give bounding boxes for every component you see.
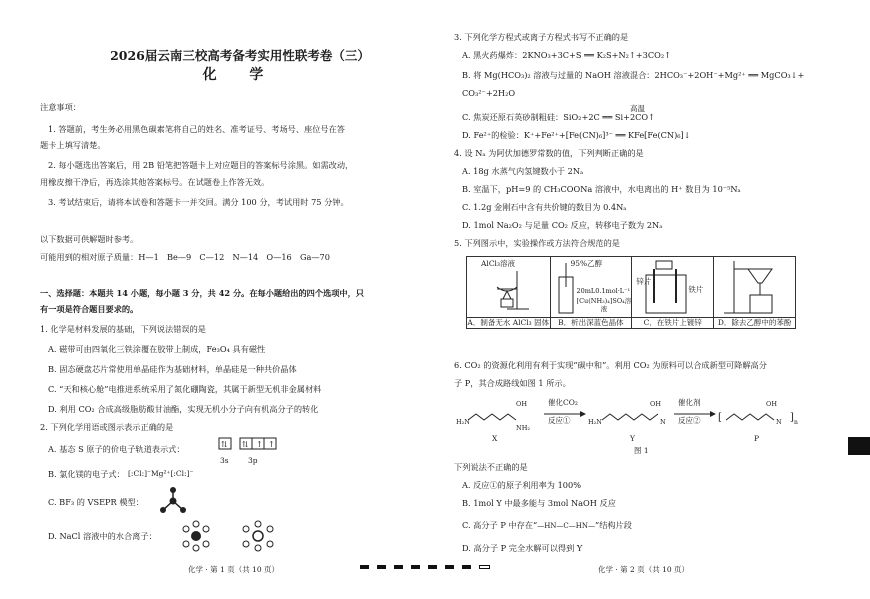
- q4-stem: 4. 设 Nₐ 为阿伏加德罗常数的值，下列判断正确的是: [454, 148, 644, 158]
- notice-line-3: 2. 每小题选出答案后，用 2B 铅笔把答题卡上对应题目的答案标号涂黑。如需改动，: [48, 160, 354, 170]
- notice-line-4: 用橡皮擦干净后，再选涂其他答案标号。在试题卷上作答无效。: [40, 177, 270, 187]
- notice-line-5: 3. 考试结束后，请将本试卷和答题卡一并交回。满分 100 分，考试用时 75 分钟。: [48, 197, 349, 207]
- figure-caption: 图 1: [634, 446, 649, 455]
- q2-option-b: B. 氯化镁的电子式：: [48, 469, 125, 479]
- fig-c-label-zn: 锌片: [636, 277, 652, 286]
- svg-text:OH: OH: [766, 400, 777, 408]
- section-heading-2: 有一项是符合题目要求的。: [40, 304, 139, 314]
- q5-stem: 5. 下列图示中，实验操作或方法符合规范的是: [454, 238, 620, 248]
- q6-stem-2: 子 P，其合成路线如图 1 所示。: [454, 378, 571, 388]
- step2-top: 催化剂: [678, 398, 701, 407]
- q6-option-a: A. 反应①的原子利用率为 100%: [462, 480, 582, 490]
- side-tab-marker: [848, 437, 870, 455]
- filtration-figure: [714, 257, 794, 317]
- svg-text:]: ]: [790, 412, 794, 423]
- fig-b-label-2: 20mL0.1mol·L⁻¹: [576, 287, 631, 295]
- q3-condition: 高温: [630, 104, 645, 113]
- q3-option-b-cont: CO₃²⁻+2H₂O: [462, 88, 516, 98]
- option-d-label: D．除去乙醇中的苯酚: [714, 318, 796, 329]
- notice-line-1: 1. 答题前，考生务必用黑色碳素笔将自己的姓名、准考证号、考场号、座位号在答: [48, 124, 345, 134]
- svg-text:⇅: ⇅: [221, 440, 228, 449]
- compound-p-label: P: [754, 434, 760, 443]
- svg-text:H₂N: H₂N: [456, 418, 470, 426]
- q3-stem: 3. 下列化学方程式或离子方程式书写不正确的是: [454, 32, 629, 42]
- option-b-label: B．析出深蓝色晶体: [550, 318, 632, 329]
- q3-option-d: D. Fe²⁺的检验：K⁺+Fe²⁺+[Fe(CN)₆]³⁻ ══ KFe[Fe(CN)₆]↓: [462, 130, 691, 140]
- svg-text:H₂N: H₂N: [588, 418, 602, 426]
- mark: [479, 565, 490, 569]
- option-a-label: A．制备无水 AlCl₃ 固体: [467, 318, 550, 327]
- q3-option-a: A. 黑火药爆炸：2KNO₃+3C+S ══ K₂S+N₂↑+3CO₂↑: [462, 50, 671, 60]
- svg-text:N: N: [776, 418, 782, 426]
- step1-bottom: 反应①: [548, 416, 571, 425]
- exam-title: 2026届云南三校高考备考实用性联考卷（三）: [110, 48, 370, 63]
- q6-option-c: [454, 520, 632, 531]
- notice-heading: 注意事项：: [40, 102, 81, 112]
- data-hint: 以下数据可供解题时参考。: [40, 234, 139, 244]
- q1-stem: 1. 化学是材料发展的基础，下列说法错误的是: [40, 324, 206, 334]
- mgcl2-electron-formula: [:Cl:]⁻Mg²⁺[:Cl:]⁻: [128, 469, 194, 478]
- q4-option-d: D. 1mol Na₂O₂ 与足量 CO₂ 反应，转移电子数为 2Nₐ: [462, 220, 663, 230]
- svg-text:⇅: ⇅: [242, 440, 249, 449]
- svg-text:↑: ↑: [256, 440, 263, 449]
- svg-text:OH: OH: [516, 400, 527, 408]
- amide-structure: —HN—C—HN—: [537, 522, 596, 530]
- mark: [360, 565, 369, 569]
- q4-option-c: C. 1.2g 金刚石中含有共价键的数目为 0.4Nₐ: [462, 202, 627, 212]
- svg-text:[: [: [718, 412, 722, 423]
- q3-option-b: B. 将 Mg(HCO₃)₂ 溶液与过量的 NaOH 溶液混合：2HCO₃⁻+2OH⁻+Mg²⁺ ══ MgCO₃↓+: [462, 70, 805, 80]
- q6-option-b: B. 1mol Y 中最多能与 3mol NaOH 反应: [462, 498, 616, 508]
- q2-option-d: D. NaCl 溶液中的水合离子：: [48, 531, 157, 541]
- atomic-masses: 可能用到的相对原子质量：H—1 Be—9 C—12 N—14 O—16 Ga—70: [40, 252, 330, 262]
- mark: [462, 565, 471, 569]
- mark: [428, 565, 437, 569]
- q6-option-d: D. 高分子 P 完全水解可以得到 Y: [462, 543, 583, 553]
- q1-option-d: D. 利用 CO₂ 合成高级脂肪酸甘油酯，实现无机小分子向有机高分子的转化: [48, 404, 319, 414]
- orbital-3s-label: 3s: [220, 456, 229, 465]
- notice-line-2: 题卡上填写清楚。: [40, 140, 106, 150]
- q3-option-c: C. 焦炭还原石英砂制粗硅：SiO₂+2C ══ Si+2CO↑: [462, 112, 655, 122]
- q6-option-c-text-1: C. 高分子 P 中存在“: [462, 520, 538, 530]
- mark: [377, 565, 386, 569]
- q6-sub-stem: 下列说法不正确的是: [454, 462, 528, 472]
- q6-option-c-text-2: ”结构片段: [595, 520, 632, 530]
- compound-x-label: X: [492, 434, 498, 443]
- section-heading: 一、选择题：本题共 14 小题，每小题 3 分，共 42 分。在每小题给出的四个选项中，只: [40, 288, 364, 298]
- synthesis-route: [454, 394, 826, 444]
- q2-option-c: C. BF₃ 的 VSEPR 模型：: [48, 497, 144, 507]
- fig-a-cell: [467, 257, 551, 318]
- mark: [394, 565, 403, 569]
- hydrated-ions-figure: [178, 520, 288, 552]
- mark: [445, 565, 454, 569]
- q4-option-b: B. 室温下，pH=9 的 CH₃COONa 溶液中，水电离出的 H⁺ 数目为 10⁻⁵Nₐ: [462, 184, 741, 194]
- fig-a-label: AlCl₃溶液: [481, 259, 515, 268]
- q6-stem-1: 6. CO₂ 的资源化利用有利于实现“碳中和”。利用 CO₂ 为原料可以合成新型可降解高分: [454, 360, 767, 370]
- q2-stem: 2. 下列化学用语或图示表示正确的是: [40, 422, 174, 432]
- fig-d-cell: [714, 257, 796, 318]
- svg-text:N: N: [660, 418, 666, 426]
- q4-option-a: A. 18g 水蒸气内氢键数小于 2Nₐ: [462, 166, 584, 176]
- svg-text:OH: OH: [650, 400, 661, 408]
- orbital-3p-label: 3p: [248, 456, 258, 465]
- step2-bottom: 反应②: [678, 416, 701, 425]
- mark: [411, 565, 420, 569]
- svg-text:NH₂: NH₂: [516, 424, 530, 432]
- footer-right: 化学 · 第 2 页（共 10 页）: [598, 565, 690, 574]
- option-c-label: C．在铁片上镀锌: [632, 318, 714, 329]
- experiment-table: [466, 256, 796, 329]
- compound-y-label: Y: [630, 434, 635, 443]
- q2-option-a: A. 基态 S 原子的价电子轨道表示式：: [48, 444, 185, 454]
- fig-c-cell: [632, 257, 714, 318]
- fig-b-label-1: 95%乙醇: [570, 259, 603, 268]
- fig-c-label-fe: 铁片: [688, 285, 704, 294]
- subject-title: 化 学: [202, 67, 278, 83]
- fig-b-label-3: [Cu(NH₃)₄]SO₄溶液: [576, 297, 632, 314]
- footer-left: 化学 · 第 1 页（共 10 页）: [188, 565, 280, 574]
- svg-text:↑: ↑: [268, 440, 275, 449]
- q1-option-b: B. 固态硬盘芯片常使用单晶硅作为基础材料，单晶硅是一种共价晶体: [48, 364, 297, 374]
- page-marks: [360, 565, 490, 569]
- q1-option-c: C. “天和核心舱”电推进系统采用了氮化硼陶瓷，其属于新型无机非金属材料: [48, 384, 322, 394]
- svg-text:n: n: [794, 419, 798, 426]
- bf3-model-figure: [158, 486, 188, 516]
- step1-top: 催化CO₂: [548, 398, 578, 407]
- q1-option-a: A. 磁带可由四氧化三铁涂覆在胶带上制成，Fe₃O₄ 具有磁性: [48, 344, 266, 354]
- fig-b-cell: [550, 257, 632, 318]
